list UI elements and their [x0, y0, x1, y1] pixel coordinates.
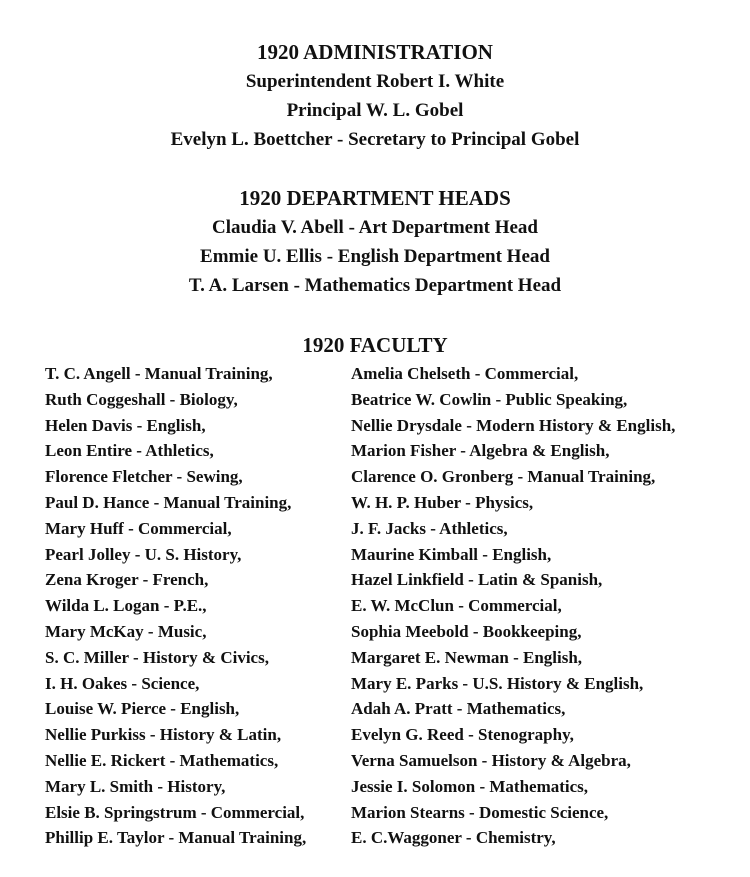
- faculty-entry: Mary E. Parks - U.S. History & English,: [351, 673, 644, 693]
- faculty-entry: Maurine Kimball - English,: [351, 544, 552, 564]
- faculty-entry: Jessie I. Solomon - Mathematics,: [351, 776, 589, 796]
- english-department-head: Emmie U. Ellis - English Department Head: [200, 246, 550, 267]
- superintendent-line: Superintendent Robert I. White: [245, 71, 505, 92]
- faculty-entry: Evelyn G. Reed - Stenography,: [351, 725, 574, 745]
- department-heads-heading: 1920 DEPARTMENT HEADS: [239, 186, 511, 210]
- faculty-entry: Marion Stearns - Domestic Science,: [351, 802, 609, 822]
- faculty-entry: Adah A. Pratt - Mathematics,: [351, 699, 566, 719]
- faculty-entry: Pearl Jolley - U. S. History,: [45, 544, 242, 564]
- faculty-entry: Florence Fletcher - Sewing,: [45, 467, 243, 487]
- faculty-entry: Marion Fisher - Algebra & English,: [351, 441, 610, 461]
- faculty-entry: Nellie E. Rickert - Mathematics,: [45, 750, 279, 770]
- faculty-entry: Wilda L. Logan - P.E.,: [45, 596, 207, 616]
- faculty-entry: Leon Entire - Athletics,: [45, 441, 214, 461]
- administration-heading: 1920 ADMINISTRATION: [257, 40, 493, 64]
- faculty-entry: Mary L. Smith - History,: [45, 776, 226, 796]
- faculty-entry: S. C. Miller - History & Civics,: [45, 647, 269, 667]
- faculty-heading: 1920 FACULTY: [302, 333, 448, 357]
- administration-section: [0, 38, 750, 154]
- art-department-head: Claudia V. Abell - Art Department Head: [212, 217, 538, 238]
- faculty-entry: Amelia Chelseth - Commercial,: [351, 364, 579, 383]
- secretary-line: Evelyn L. Boettcher - Secretary to Principal Gobel: [170, 129, 580, 150]
- faculty-entry: Clarence O. Gronberg - Manual Training,: [351, 467, 656, 487]
- faculty-entry: E. W. McClun - Commercial,: [351, 596, 562, 616]
- faculty-entry: Margaret E. Newman - English,: [351, 647, 583, 667]
- faculty-entry: Nellie Drysdale - Modern History & English,: [351, 415, 676, 435]
- faculty-left-column: [45, 361, 345, 851]
- faculty-right-column: [351, 361, 746, 851]
- faculty-entry: W. H. P. Huber - Physics,: [351, 492, 534, 512]
- faculty-entry: E. C.Waggoner - Chemistry,: [351, 828, 556, 848]
- faculty-entry: Zena Kroger - French,: [45, 570, 209, 590]
- faculty-entry: J. F. Jacks - Athletics,: [351, 518, 508, 538]
- faculty-entry: Beatrice W. Cowlin - Public Speaking,: [351, 389, 628, 409]
- faculty-entry: Paul D. Hance - Manual Training,: [45, 492, 292, 512]
- faculty-entry: Sophia Meebold - Bookkeeping,: [351, 621, 582, 641]
- faculty-entry: Ruth Coggeshall - Biology,: [45, 389, 238, 409]
- faculty-entry: T. C. Angell - Manual Training,: [45, 364, 273, 383]
- mathematics-department-head: T. A. Larsen - Mathematics Department Head: [188, 275, 562, 296]
- faculty-section-header: [0, 331, 750, 360]
- faculty-entry: Mary Huff - Commercial,: [45, 518, 232, 538]
- faculty-entry: I. H. Oakes - Science,: [45, 673, 200, 693]
- faculty-entry: Mary McKay - Music,: [45, 621, 207, 641]
- faculty-entry: Hazel Linkfield - Latin & Spanish,: [351, 570, 603, 590]
- faculty-entry: Verna Samuelson - History & Algebra,: [351, 750, 631, 770]
- faculty-entry: Nellie Purkiss - History & Latin,: [45, 725, 282, 745]
- faculty-entry: Elsie B. Springstrum - Commercial,: [45, 802, 305, 822]
- principal-line: Principal W. L. Gobel: [286, 100, 464, 121]
- department-heads-section: [0, 184, 750, 300]
- faculty-entry: Phillip E. Taylor - Manual Training,: [45, 828, 307, 848]
- faculty-entry: Helen Davis - English,: [45, 415, 206, 435]
- faculty-entry: Louise W. Pierce - English,: [45, 699, 240, 719]
